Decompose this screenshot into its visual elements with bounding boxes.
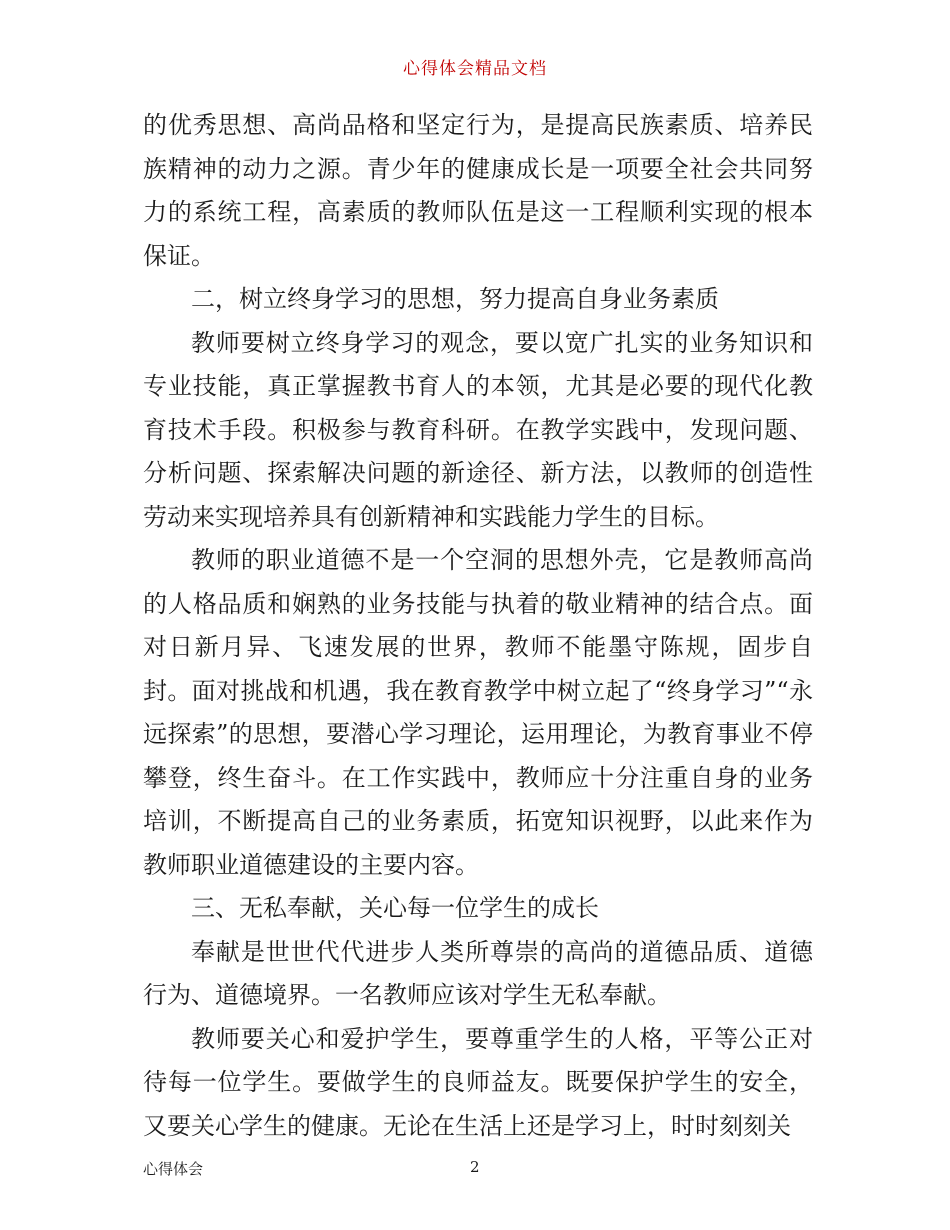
paragraph: 奉献是世世代代进步人类所尊崇的高尚的道德品质、道德行为、道德境界。一名教师应该对学生无私奉献。: [143, 937, 813, 1009]
paragraph: 教师要树立终身学习的观念，要以宽广扎实的业务知识和专业技能，真正掌握教书育人的本领，尤其是必要的现代化教育技术手段。积极参与教育科研。在教学实践中，发现问题、分析问题、探索解决问题的新途径、新方法，以教师的创造性劳动来实现培养具有创新精神和实践能力学生的目标。: [143, 328, 813, 531]
paragraph-continuation: 的优秀思想、高尚品格和坚定行为，是提高民族素质、培养民族精神的动力之源。青少年的健康成长是一项要全社会共同努力的系统工程，高素质的教师队伍是这一工程顺利实现的根本保证。: [143, 111, 813, 270]
section-heading-3: 三、无私奉献，关心每一位学生的成长: [191, 894, 599, 922]
paragraph: 教师的职业道德不是一个空洞的思想外壳，它是教师高尚的人格品质和娴熟的业务技能与执着的敬业精神的结合点。面对日新月异、飞速发展的世界，教师不能墨守陈规，固步自封。面对挑战和机遇，我在教育教学中树立起了“终身学习”“永远探索”的思想，要潜心学习理论，运用理论，为教育事业不停攀登，终生奋斗。在工作实践中，教师应十分注重自身的业务培训，不断提高自己的业务素质，拓宽知识视野，以此来作为教师职业道德建设的主要内容。: [143, 546, 813, 879]
paragraph: 教师要关心和爱护学生，要尊重学生的人格，平等公正对待每一位学生。要做学生的良师益友。既要保护学生的安全，又要关心学生的健康。无论在生活上还是学习上，时时刻刻关: [143, 1024, 813, 1140]
page-number: 2: [470, 1158, 480, 1176]
page-header-title: 心得体会精品文档: [403, 59, 547, 79]
page-footer-label: 心得体会: [143, 1160, 204, 1178]
section-heading-2: 二，树立终身学习的思想，努力提高自身业务素质: [191, 285, 719, 313]
document-body: [143, 104, 813, 1148]
